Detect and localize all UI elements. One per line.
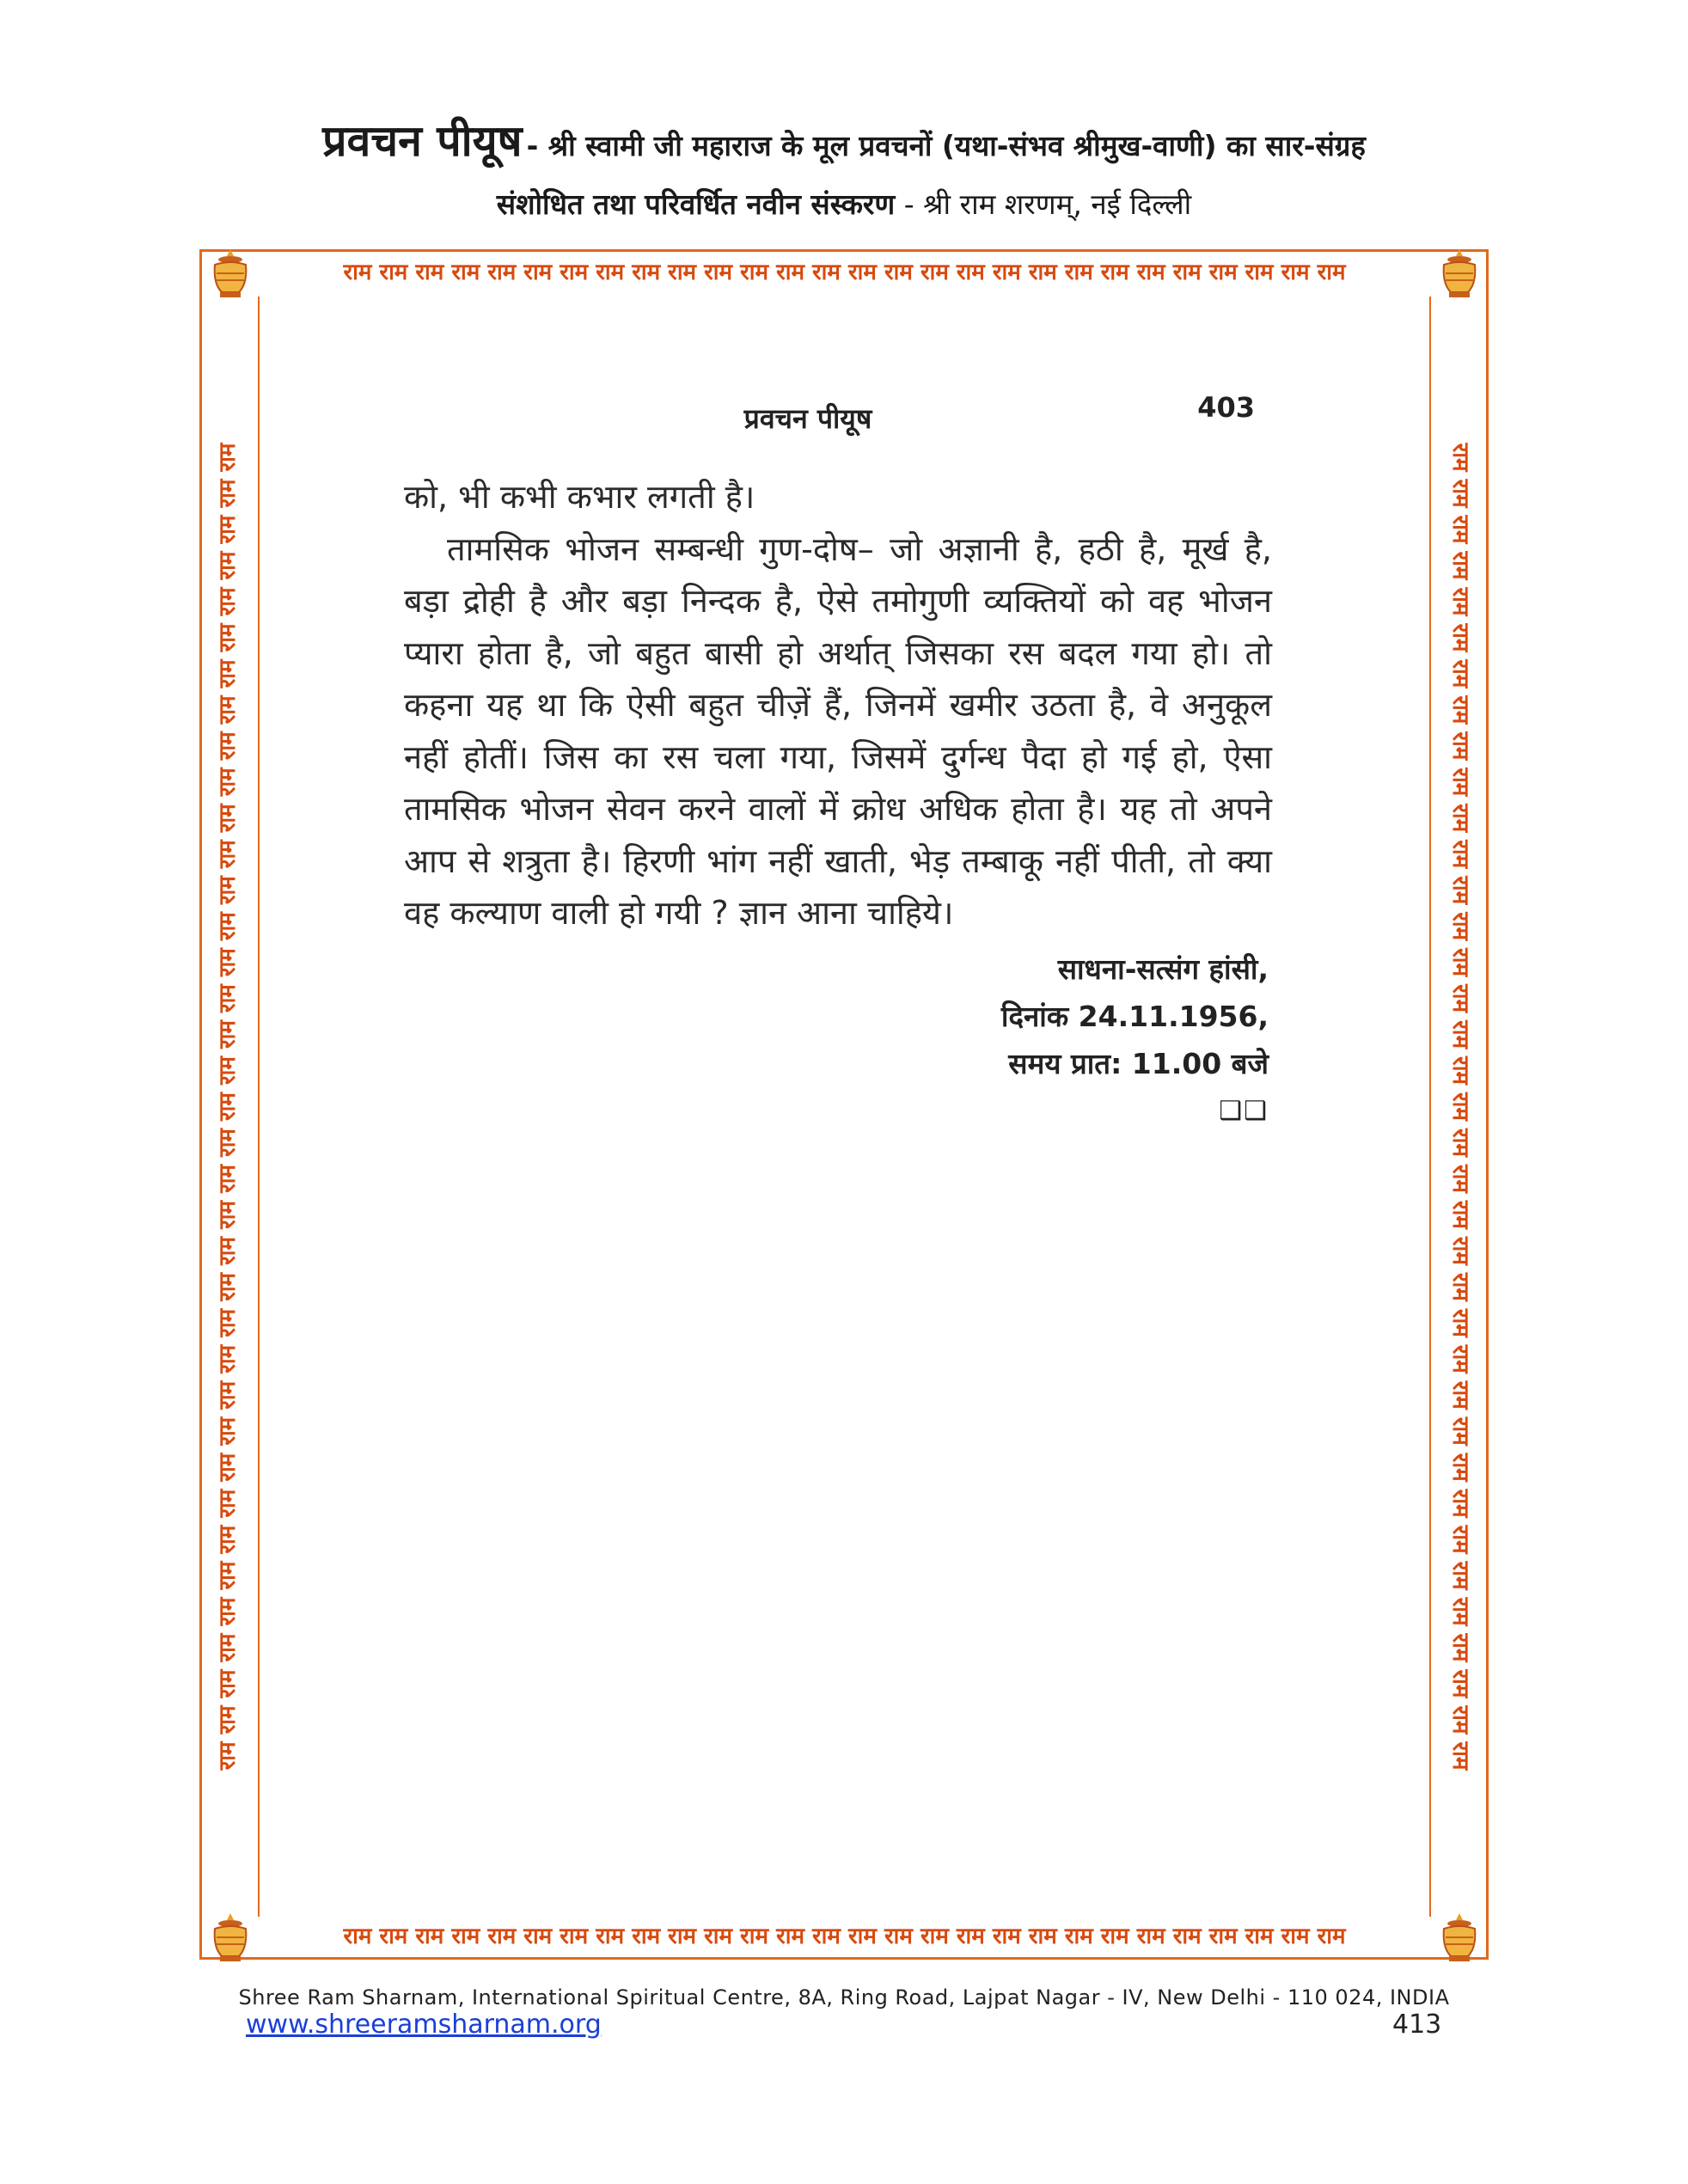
footer-address: Shree Ram Sharnam, International Spiritual Centre, 8A, Ring Road, Lajpat Nagar - IV, New Delhi - 110 024, INDIA [238, 1985, 1450, 2010]
scan-page-number: 403 [1197, 391, 1255, 424]
sign-time: समय प्रात: 11.00 बजे [1008, 1047, 1269, 1080]
border-right [1435, 297, 1485, 1917]
border-left-ram-text: राम राम राम राम राम राम राम राम राम राम राम राम राम राम राम राम राम राम राम राम राम राम राम राम राम राम राम राम राम राम राम राम राम राम राम राम राम [215, 443, 241, 1771]
sign-place: साधना-सत्संग हांसी, [1057, 952, 1269, 986]
footer-page-number: 413 [1392, 2010, 1442, 2040]
website-link[interactable]: www.shreeramsharnam.org [246, 2010, 602, 2040]
edition-publisher: - श्री राम शरणम्, नई दिल्ली [895, 187, 1192, 221]
scan-body [404, 471, 1272, 939]
paragraph: को, भी कभी कभार लगती है। [404, 478, 755, 516]
scan-book-title: प्रवचन पीयूष [743, 402, 872, 435]
edition-line [0, 184, 1688, 223]
kalash-icon [203, 1910, 258, 1965]
scan-page-header [361, 391, 1255, 434]
border-top-ram-text: राम राम राम राम राम राम राम राम राम राम राम राम राम राम राम राम राम राम राम राम राम राम राम राम राम राम राम राम [343, 260, 1346, 285]
border-bottom-ram-text: राम राम राम राम राम राम राम राम राम राम राम राम राम राम राम राम राम राम राम राम राम राम राम राम राम राम राम राम [343, 1924, 1346, 1949]
signature-block [1001, 945, 1269, 1135]
sign-date: दिनांक 24.11.1956, [1000, 1000, 1269, 1033]
end-mark: ❑❑ [1219, 1096, 1269, 1126]
paragraph: तामसिक भोजन सम्बन्धी गुण-दोष– जो अज्ञानी है, हठी है, मूर्ख है, बड़ा द्रोही है और बड़ा निन्दक है, ऐसे तमोगुणी व्यक्तियों को वह भोजन प्यारा होता है, जो बहुत बासी हो अर्थात् जिसका रस बदल गया हो। तो कहना यह था कि ऐसी बहुत चीज़ें हैं, जिनमें खमीर उठता है, वे अनुकूल नहीं होतीं। जिस का रस चला गया, जिसमें दुर्गन्ध पैदा हो गई हो, ऐसा तामसिक भोजन सेवन करने वालों में क्रोध अधिक होता है। यह तो अपने आप से शत्रुता है। हिरणी भांग नहीं खाती, भेड़ तम्बाकू नहीं पीती, तो क्या वह कल्याण वाली हो गयी ? ज्ञान आना चाहिये। [404, 529, 1272, 932]
kalash-icon [1432, 1910, 1487, 1965]
document-subtitle: - श्री स्वामी जी महाराज के मूल प्रवचनों (यथा-संभव श्रीमुख-वाणी) का सार-संग्रह [526, 129, 1366, 162]
kalash-icon [1432, 246, 1487, 301]
border-right-ram-text: राम राम राम राम राम राम राम राम राम राम राम राम राम राम राम राम राम राम राम राम राम राम राम राम राम राम राम राम राम राम राम राम राम राम राम राम राम [1447, 443, 1473, 1771]
edition-label: संशोधित तथा परिवर्धित नवीन संस्करण [496, 187, 896, 221]
document-header [0, 110, 1688, 168]
kalash-icon [203, 246, 258, 301]
border-left [203, 297, 253, 1917]
document-title: प्रवचन पीयूष [322, 116, 523, 166]
